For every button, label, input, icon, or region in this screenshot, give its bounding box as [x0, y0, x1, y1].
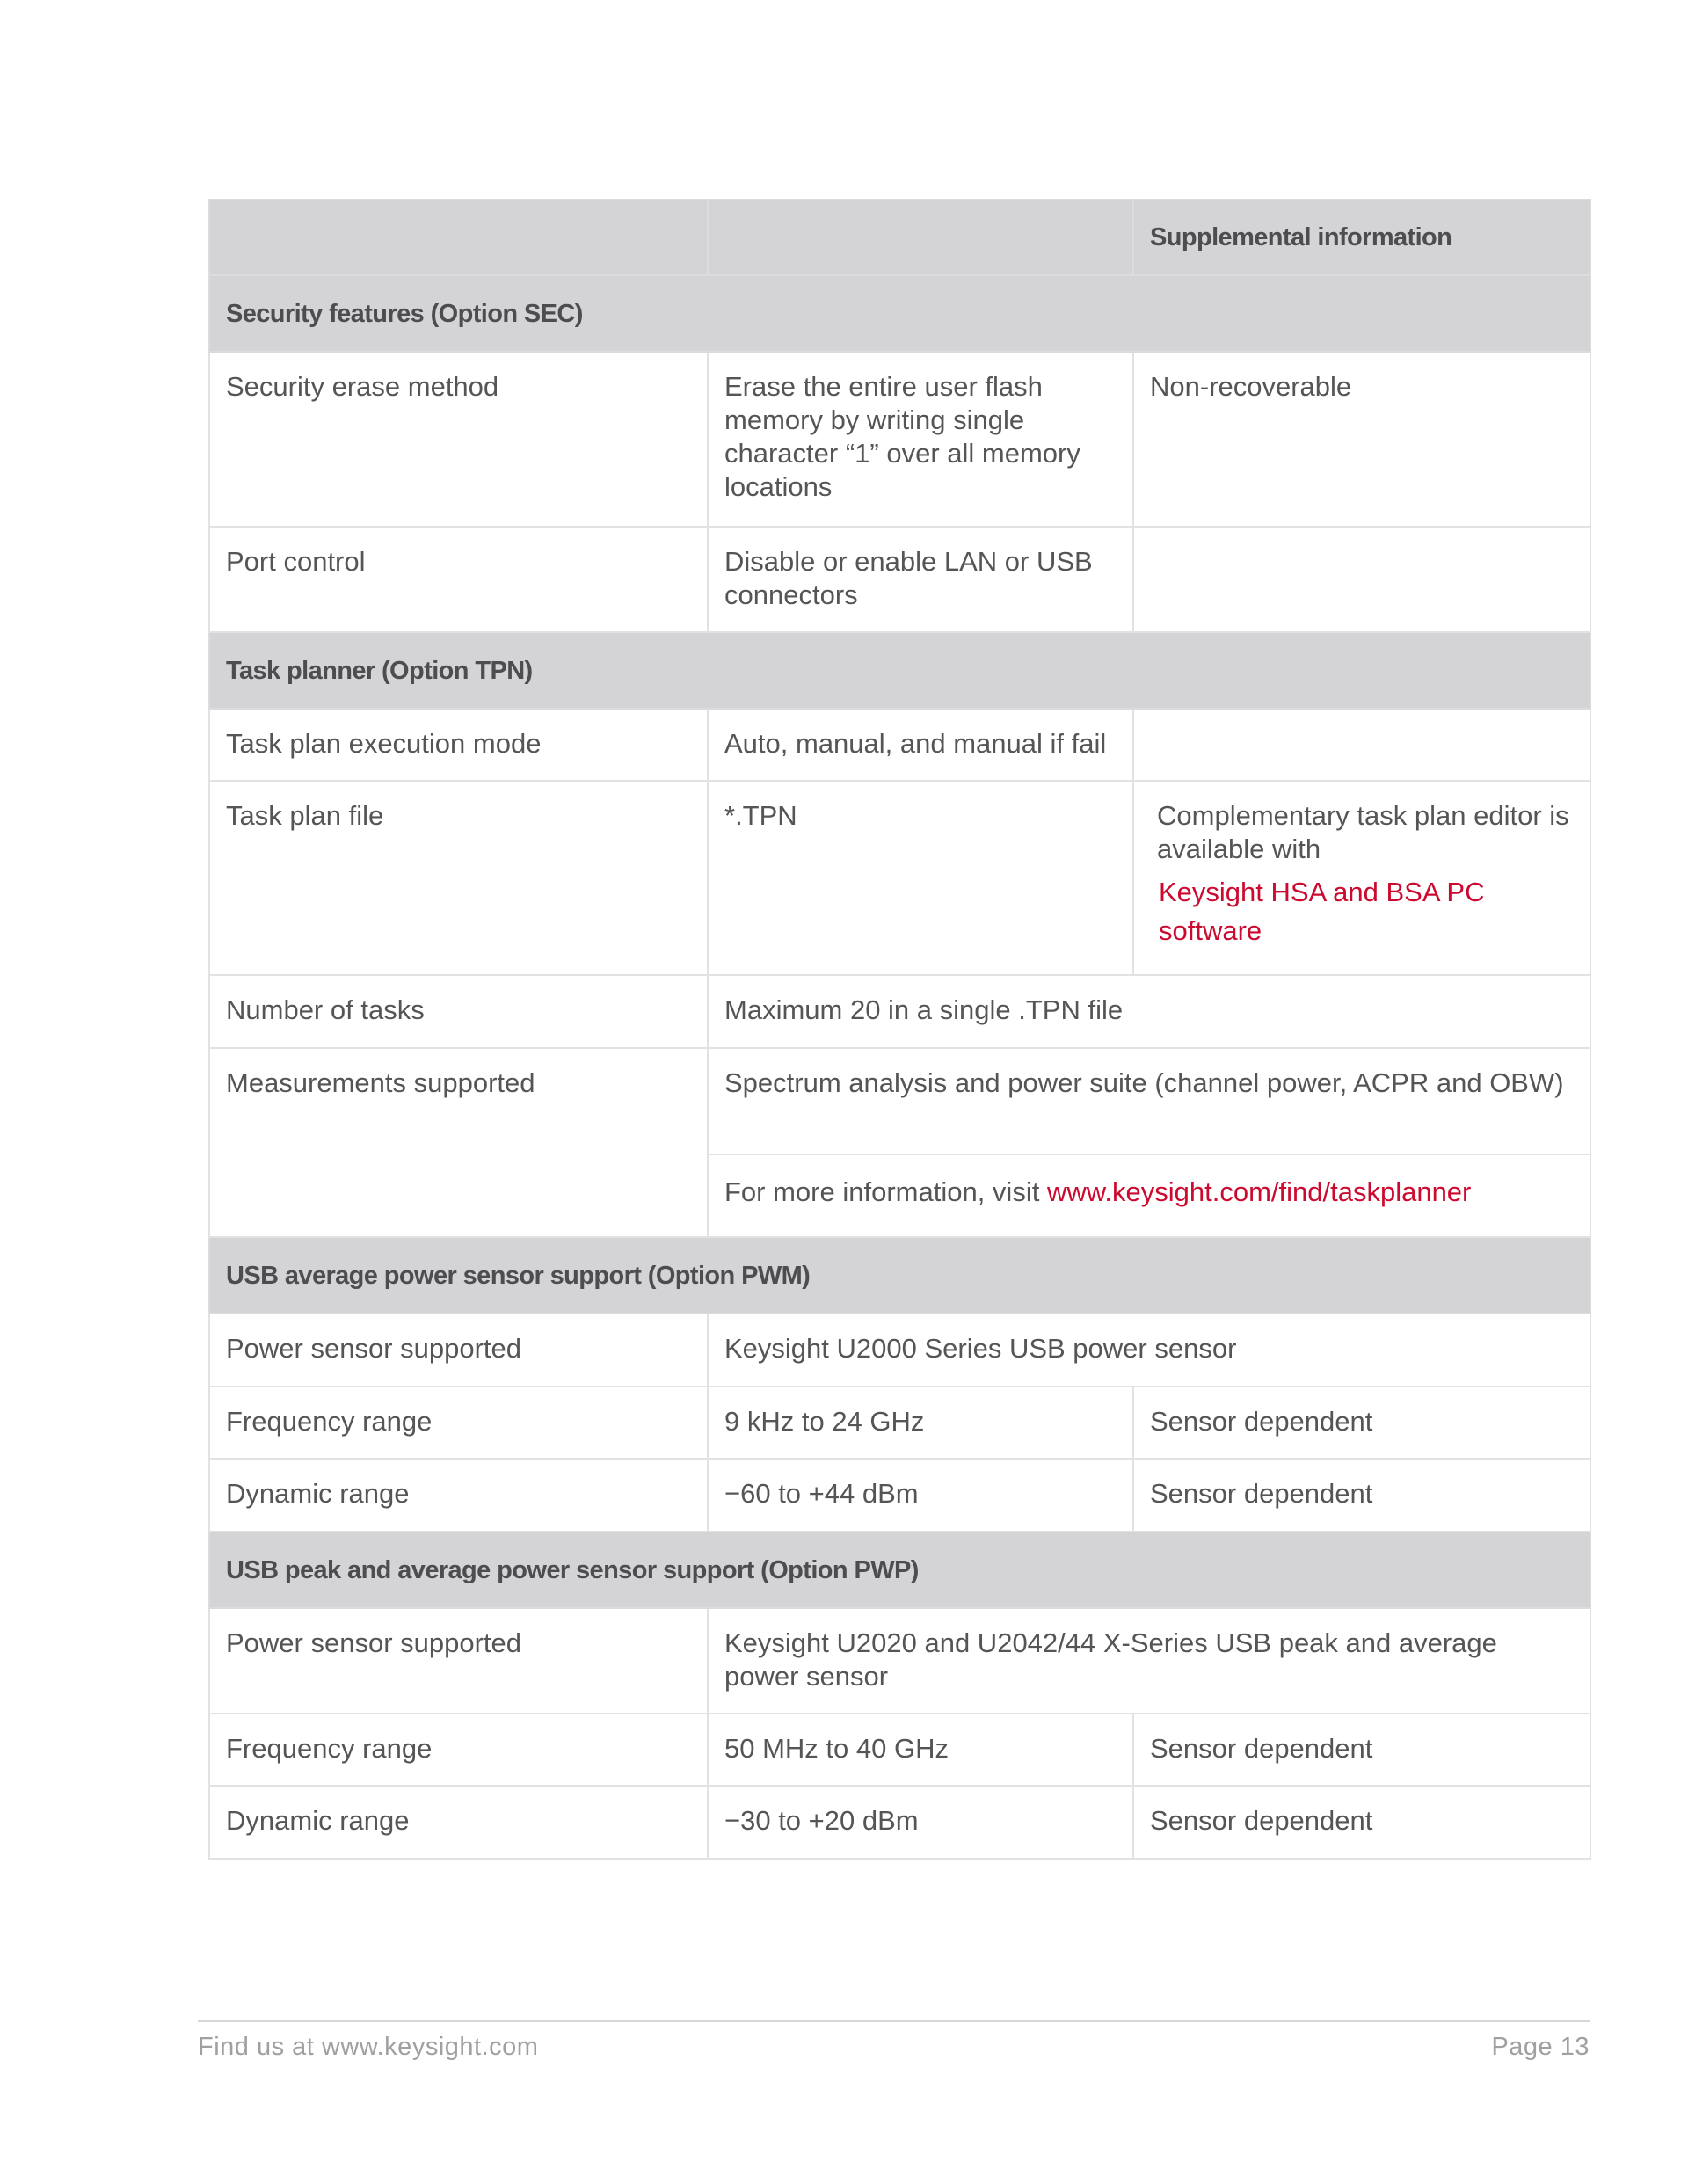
row-value: −30 to +20 dBm — [708, 1786, 1133, 1859]
row-label: Number of tasks — [209, 975, 708, 1048]
table-header-row — [209, 200, 1590, 275]
footer-divider — [198, 2020, 1590, 2022]
row-value: −60 to +44 dBm — [708, 1459, 1133, 1532]
row-supplemental — [1133, 527, 1590, 632]
row-label: Security erase method — [209, 352, 708, 527]
section-title: USB average power sensor support (Option PWM) — [209, 1237, 1590, 1314]
row-label: Dynamic range — [209, 1786, 708, 1859]
row-label: Power sensor supported — [209, 1608, 708, 1714]
section-title: USB peak and average power sensor support (Option PWP) — [209, 1532, 1590, 1608]
header-supplemental: Supplemental information — [1133, 200, 1590, 275]
supplemental-text: Complementary task plan editor is available with — [1157, 800, 1569, 864]
table-row — [209, 975, 1590, 1048]
taskplanner-link[interactable]: www.keysight.com/find/taskplanner — [1046, 1176, 1472, 1207]
header-col-2 — [708, 200, 1133, 275]
row-label: Dynamic range — [209, 1459, 708, 1532]
row-supplemental — [1133, 709, 1590, 781]
section-header-sec — [209, 275, 1590, 352]
table-row — [209, 1387, 1590, 1459]
row-label: Task plan file — [209, 781, 708, 975]
section-title: Security features (Option SEC) — [209, 275, 1590, 352]
table-row — [209, 709, 1590, 781]
row-supplemental: Sensor dependent — [1133, 1459, 1590, 1532]
table-row — [209, 1786, 1590, 1859]
section-header-pwp — [209, 1532, 1590, 1608]
table-row — [209, 527, 1590, 632]
row-value: 50 MHz to 40 GHz — [708, 1714, 1133, 1786]
table-row — [209, 781, 1590, 975]
more-info-cell — [708, 1154, 1590, 1237]
table-row — [209, 1459, 1590, 1532]
row-label: Frequency range — [209, 1387, 708, 1459]
hsa-bsa-software-link[interactable]: Keysight HSA and BSA PC software — [1159, 877, 1485, 946]
row-value: Spectrum analysis and power suite (channel power, ACPR and OBW) — [708, 1048, 1590, 1154]
row-value: 9 kHz to 24 GHz — [708, 1387, 1133, 1459]
row-supplemental — [1133, 781, 1590, 975]
header-col-1 — [209, 200, 708, 275]
footer-website: Find us at www.keysight.com — [198, 2033, 539, 2061]
row-value: *.TPN — [708, 781, 1133, 975]
row-label: Port control — [209, 527, 708, 632]
table-row — [209, 352, 1590, 527]
row-supplemental: Sensor dependent — [1133, 1387, 1590, 1459]
row-value: Auto, manual, and manual if fail — [708, 709, 1133, 781]
table-row — [209, 1048, 1590, 1154]
row-value: Keysight U2000 Series USB power sensor — [708, 1314, 1590, 1387]
specifications-table — [208, 199, 1591, 1860]
section-header-pwm — [209, 1237, 1590, 1314]
row-value: Erase the entire user flash memory by writing single character “1” over all memory locations — [708, 352, 1133, 527]
section-header-tpn — [209, 632, 1590, 709]
more-info-text: For more information, visit — [724, 1176, 1047, 1207]
row-supplemental: Sensor dependent — [1133, 1786, 1590, 1859]
row-value: Maximum 20 in a single .TPN file — [708, 975, 1590, 1048]
row-value: Keysight U2020 and U2042/44 X-Series USB peak and average power sensor — [708, 1608, 1590, 1714]
row-label: Power sensor supported — [209, 1314, 708, 1387]
row-value: Disable or enable LAN or USB connectors — [708, 527, 1133, 632]
row-supplemental: Sensor dependent — [1133, 1714, 1590, 1786]
row-label: Task plan execution mode — [209, 709, 708, 781]
table-row — [209, 1314, 1590, 1387]
section-title: Task planner (Option TPN) — [209, 632, 1590, 709]
table-row — [209, 1714, 1590, 1786]
row-label: Frequency range — [209, 1714, 708, 1786]
row-supplemental: Non-recoverable — [1133, 352, 1590, 527]
table-row — [209, 1608, 1590, 1714]
page-number: Page 13 — [1491, 2033, 1590, 2061]
row-label: Measurements supported — [209, 1048, 708, 1237]
